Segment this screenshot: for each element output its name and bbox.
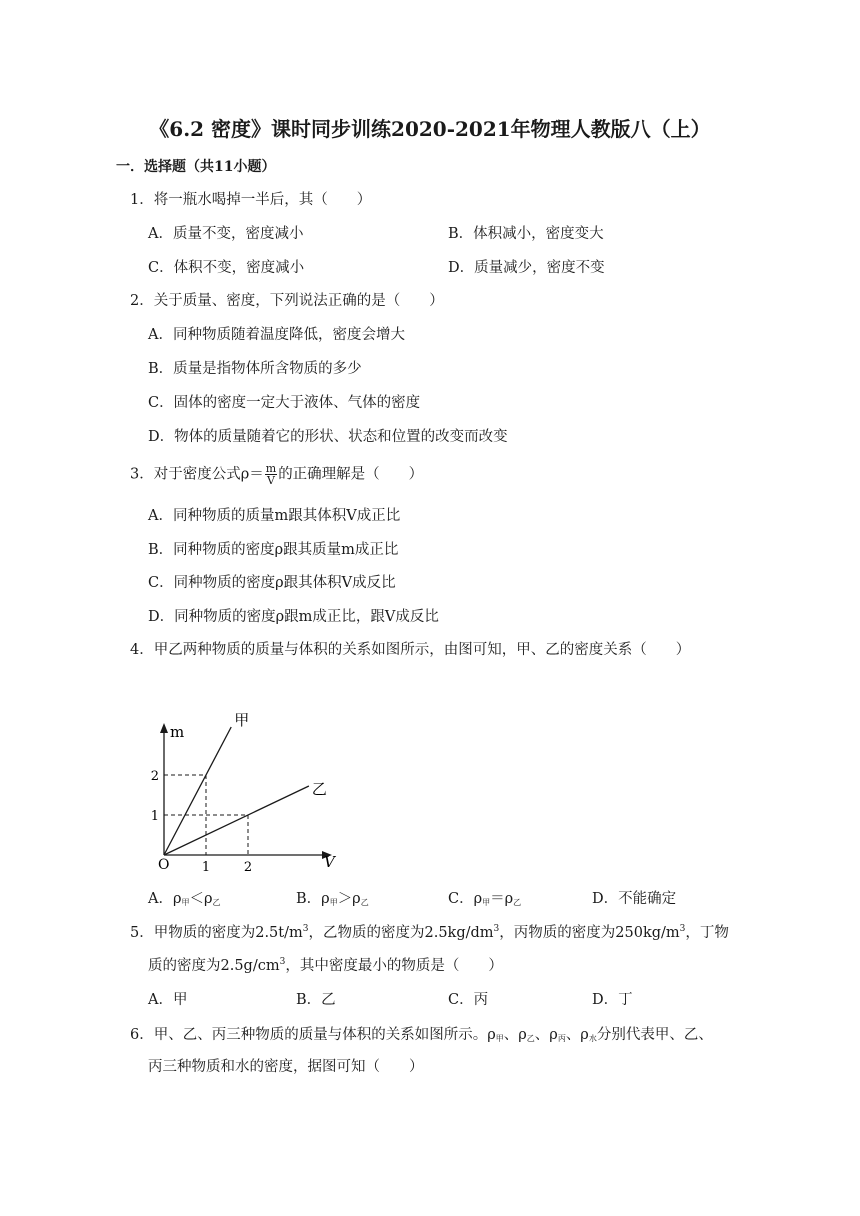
q4-option-d: D．不能确定: [592, 891, 677, 907]
fraction-numerator: m: [265, 462, 277, 475]
q6-stem-line1: 6．甲、乙、丙三种物质的质量与体积的关系如图所示。$\rho_甲$、$\rho_乙$、$\rho_丙$、$\rho_水$分别代表甲、乙、: [130, 1027, 713, 1043]
q4-option-b: B．$\rho_甲>\rho_乙$: [296, 891, 369, 907]
q1-option-d: D．质量减少，密度不变: [448, 260, 605, 276]
series-line-yi: [164, 786, 309, 855]
series-label-jia: 甲: [234, 711, 250, 729]
section-heading: 一．选择题（共11小题）: [116, 159, 276, 175]
q1-option-b: B．体积减小，密度变大: [448, 226, 604, 242]
q5-option-b: B．乙: [296, 992, 336, 1008]
q5-stem-line1: 5．甲物质的密度为$2.5t/m^3$，乙物质的密度为$2.5kg/dm^3$，丙物质的密度为$250kg/m^3$，丁物: [130, 924, 729, 941]
q1-option-c: C．体积不变，密度减小: [148, 260, 305, 276]
q4-stem: 4．甲乙两种物质的质量与体积的关系如图所示，由图可知，甲、乙的密度关系（ ）: [130, 642, 691, 658]
q3-option-c: C．同种物质的密度ρ跟其体积V成反比: [148, 575, 396, 591]
fraction-denominator: V: [266, 474, 275, 487]
q2-stem: 2．关于质量、密度，下列说法正确的是（ ）: [130, 293, 444, 309]
q5-option-a: A．甲: [148, 992, 188, 1008]
q4-option-a: A．$\rho_甲<\rho_乙$: [148, 891, 221, 907]
q6-stem-line2: 丙三种物质和水的密度，据图可知（ ）: [148, 1059, 424, 1075]
y-tick-2: 2: [150, 769, 159, 784]
series-label-yi: 乙: [311, 780, 327, 798]
q3-stem-pre: 3．对于密度公式ρ＝: [130, 466, 264, 483]
q3-stem: [130, 463, 423, 486]
q1-option-a: A．质量不变，密度减小: [148, 226, 304, 242]
q2-option-c: C．固体的密度一定大于液体、气体的密度: [148, 395, 421, 411]
x-tick-2: 2: [243, 860, 253, 875]
q3-option-a: A．同种物质的质量m跟其体积V成正比: [148, 508, 401, 524]
q3-option-b: B．同种物质的密度ρ跟其质量m成正比: [148, 542, 399, 558]
q2-option-d: D．物体的质量随着它的形状、状态和位置的改变而改变: [148, 429, 508, 445]
q3-stem-post: 的正确理解是（ ）: [278, 466, 424, 483]
dashed-guides: [164, 775, 248, 855]
q3-option-d: D．同种物质的密度ρ跟m成正比，跟V成反比: [148, 609, 439, 625]
q5-option-c: C．丙: [448, 992, 489, 1008]
y-axis-arrow: [160, 723, 168, 733]
y-tick-1: 1: [150, 809, 159, 824]
series-line-jia: [164, 727, 231, 855]
page-title: 《6.2 密度》课时同步训练2020-2021年物理人教版八（上）: [149, 117, 711, 141]
origin-label: O: [158, 857, 170, 873]
x-axis-label: V: [324, 853, 335, 871]
q5-option-d: D．丁: [592, 992, 633, 1008]
density-formula-fraction: [265, 463, 277, 486]
q2-option-a: A．同种物质随着温度降低，密度会增大: [148, 327, 405, 343]
y-axis-label: m: [170, 723, 185, 741]
q1-stem: 1．将一瓶水喝掉一半后，其（ ）: [130, 192, 372, 208]
q5-stem-line2: 质的密度为$2.5g/cm^3$，其中密度最小的物质是（ ）: [148, 957, 503, 974]
x-tick-1: 1: [201, 860, 211, 875]
mass-volume-graph: [140, 705, 350, 875]
q4-option-c: C．$\rho_甲=\rho_乙$: [448, 891, 522, 907]
q2-option-b: B．质量是指物体所含物质的多少: [148, 361, 362, 377]
